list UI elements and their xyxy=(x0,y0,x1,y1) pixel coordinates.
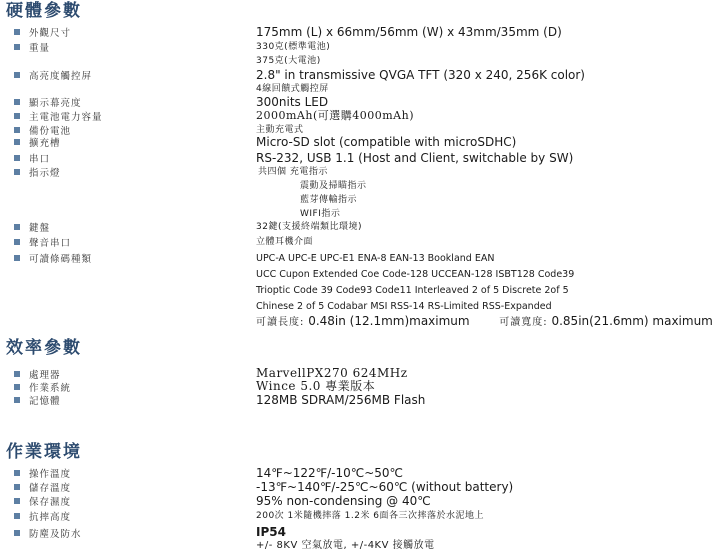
spec-value: 4線回饋式觸控屏 xyxy=(256,84,329,94)
spec-label: 外觀尺寸 xyxy=(29,28,72,39)
spec-value: Trioptic Code 39 Code93 Code11 Interleaved 2 of 5 Discrete 2of 5 xyxy=(256,285,569,296)
spec-value: IP54 xyxy=(256,525,286,539)
spec-value: 175mm (L) x 66mm/56mm (W) x 43mm/35mm (D) xyxy=(256,25,562,39)
spec-label: 鍵盤 xyxy=(29,223,51,234)
spec-label: 備份電池 xyxy=(29,126,72,137)
bullet-icon xyxy=(14,255,20,261)
spec-value: +/- 8KV 空氣放電, +/-4KV 接觸放電 xyxy=(256,540,435,551)
spec-label: 防塵及防水 xyxy=(29,529,82,540)
spec-value: 主動充電式 xyxy=(256,125,304,135)
spec-value: Micro-SD slot (compatible with microSDHC) xyxy=(256,135,517,149)
spec-value: 立體耳機介面 xyxy=(256,237,314,247)
bullet-icon xyxy=(14,44,20,50)
bullet-icon xyxy=(14,29,20,35)
bullet-icon xyxy=(14,169,20,175)
spec-label: 可讀條碼種類 xyxy=(29,254,93,265)
bullet-icon xyxy=(14,127,20,133)
bullet-icon xyxy=(14,384,20,390)
spec-value: 震動及掃瞄指示 xyxy=(300,181,367,191)
spec-value: MarvellPX270 624MHz xyxy=(256,366,408,380)
bullet-icon xyxy=(14,498,20,504)
read-length-value: 0.48in (12.1mm)maximum xyxy=(308,314,470,328)
spec-label: 作業系統 xyxy=(29,383,72,394)
read-length-label: 可讀長度: xyxy=(256,317,305,328)
bullet-icon xyxy=(14,530,20,536)
spec-value: 200次 1米隨機摔落 1.2米 6面各三次摔落於水泥地上 xyxy=(256,511,485,521)
spec-value: UPC-A UPC-E UPC-E1 ENA-8 EAN-13 Bookland EAN xyxy=(256,253,495,264)
bullet-icon xyxy=(14,484,20,490)
spec-label: 處理器 xyxy=(29,370,61,381)
bullet-icon xyxy=(14,139,20,145)
spec-value: WIFI指示 xyxy=(300,209,341,219)
bullet-icon xyxy=(14,513,20,519)
spec-value: 藍芽傳輸指示 xyxy=(300,195,358,205)
spec-label: 保存濕度 xyxy=(29,497,72,508)
read-width-label: 可讀寬度: xyxy=(499,317,548,328)
bullet-icon xyxy=(14,72,20,78)
spec-label: 主電池電力容量 xyxy=(29,112,103,123)
spec-value: Wince 5.0 專業版本 xyxy=(256,379,376,393)
spec-value: -13℉~140℉/-25℃~60℃ (without battery) xyxy=(256,480,514,494)
spec-label: 記憶體 xyxy=(29,396,61,407)
spec-value: RS-232, USB 1.1 (Host and Client, switchable by SW) xyxy=(256,151,574,165)
spec-value: 95% non-condensing @ 40℃ xyxy=(256,494,431,508)
spec-label: 顯示幕亮度 xyxy=(29,98,82,109)
spec-value: 2.8" in transmissive QVGA TFT (320 x 240, 256K color) xyxy=(256,68,585,82)
read-width-value: 0.85in(21.6mm) maximum xyxy=(551,314,713,328)
spec-label: 抗摔高度 xyxy=(29,512,72,523)
bullet-icon xyxy=(14,397,20,403)
bullet-icon xyxy=(14,113,20,119)
spec-value: 128MB SDRAM/256MB Flash xyxy=(256,393,426,407)
spec-value: 300nits LED xyxy=(256,95,329,109)
spec-label: 儲存溫度 xyxy=(29,483,72,494)
spec-value: Chinese 2 of 5 Codabar MSI RSS-14 RS-Limited RSS-Expanded xyxy=(256,301,552,312)
spec-value: 共四個 充電指示 xyxy=(258,167,328,177)
spec-value: 375克(大電池) xyxy=(256,56,321,66)
spec-label: 擴充槽 xyxy=(29,138,61,149)
spec-label: 指示燈 xyxy=(29,168,61,179)
bullet-icon xyxy=(14,470,20,476)
bullet-icon xyxy=(14,99,20,105)
section-title-environment: 作業環境 xyxy=(6,442,82,462)
spec-value: 330克(標準電池) xyxy=(256,42,331,52)
spec-label: 高亮度觸控屏 xyxy=(29,71,93,82)
spec-value: 2000mAh(可選購4000mAh) xyxy=(256,109,414,122)
section-title-hardware: 硬體參數 xyxy=(6,1,82,21)
spec-label: 重量 xyxy=(29,43,51,54)
section-title-performance: 效率參數 xyxy=(6,338,82,358)
spec-label: 操作溫度 xyxy=(29,469,72,480)
bullet-icon xyxy=(14,155,20,161)
spec-label: 串口 xyxy=(29,154,51,165)
bullet-icon xyxy=(14,239,20,245)
bullet-icon xyxy=(14,371,20,377)
spec-label: 聲音串口 xyxy=(29,238,72,249)
bullet-icon xyxy=(14,224,20,230)
spec-value: 14℉~122℉/-10℃~50℃ xyxy=(256,466,403,480)
spec-value: UCC Cupon Extended Coe Code-128 UCCEAN-128 ISBT128 Code39 xyxy=(256,269,575,280)
spec-value: 32鍵(支援終端類比環境) xyxy=(256,222,362,232)
